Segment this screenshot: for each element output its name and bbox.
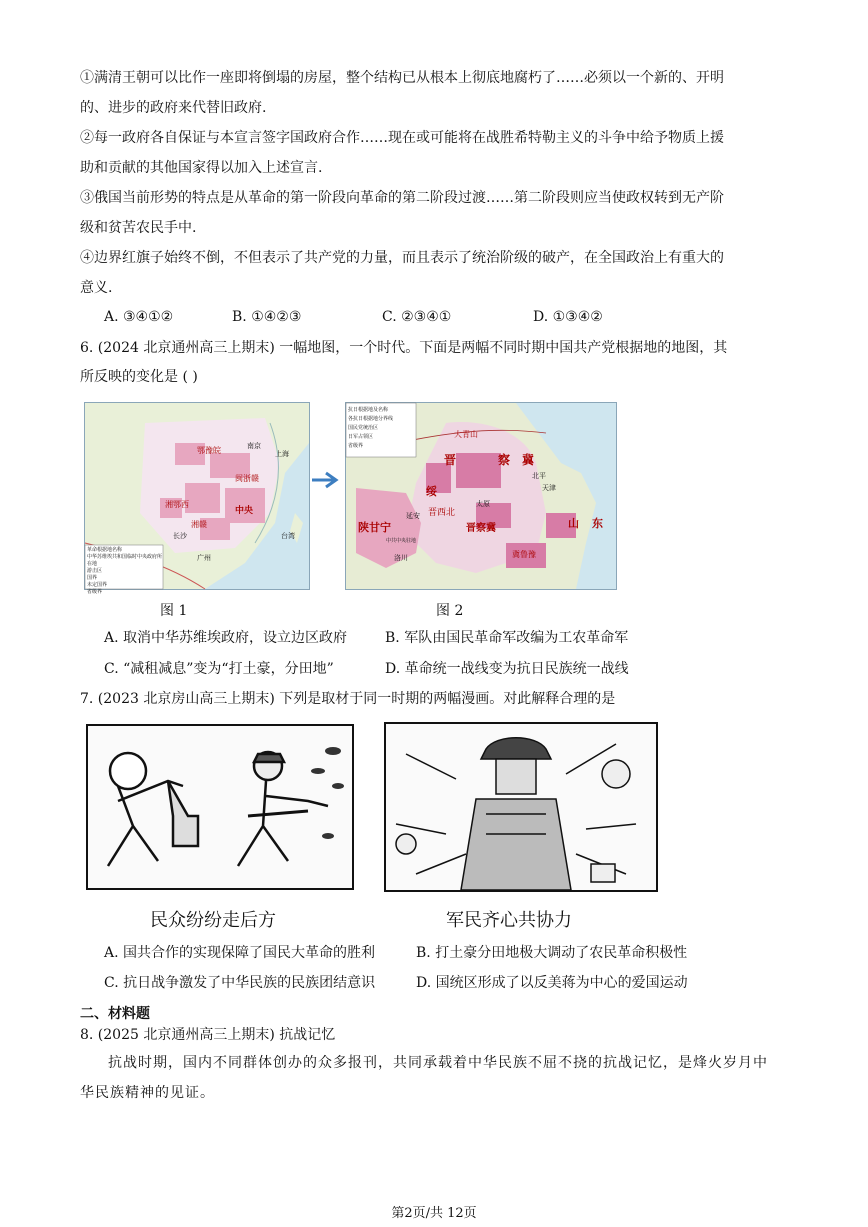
map2-label: 绥 (426, 485, 437, 498)
map2-label: 洛川 (394, 554, 408, 562)
q6-stem-line2: 所反映的变化是 ( ) (80, 369, 198, 385)
q6-option-a[interactable]: A. 取消中华苏维埃政府，设立边区政府 (104, 630, 348, 646)
map2-label: 太原 (476, 500, 490, 508)
caption-right: 军民齐心共协力 (446, 910, 572, 931)
map1-legend: 革命根据地名称 中华苏维埃共和国临时中央政府所在地 游击区 国界 未定国界 省级界 (87, 547, 163, 595)
q6-option-c[interactable]: C. “减租减息”变为“打土豪，分田地” (104, 661, 334, 677)
map1-label: 上海 (275, 450, 289, 458)
map2-label: 晋察冀 (466, 523, 496, 534)
q8-paragraph-line2: 华民族精神的见证。 (80, 1085, 215, 1101)
q6-stem-line1: 6. (2024 北京通州高三上期末) 一幅地图，一个时代。下面是两幅不同时期中国共产党根据地的地图，其 (80, 340, 728, 356)
map1-label: 南京 (247, 442, 261, 450)
q5-option-c[interactable]: C. ②③④① (382, 309, 452, 325)
map1-label: 广州 (197, 554, 211, 562)
map2-label: 中共中央驻地 (386, 538, 417, 544)
map2-label: 晋西北 (428, 508, 456, 518)
q7-option-a[interactable]: A. 国共合作的实现保障了国民大革命的胜利 (104, 945, 376, 961)
map2-label: 北平 (532, 472, 546, 480)
page-footer: 第2页/共 12页 (391, 1206, 477, 1221)
cartoon-right (384, 722, 658, 892)
figure-2-label: 图 2 (436, 603, 464, 619)
q5-option-d[interactable]: D. ①③④② (533, 309, 603, 325)
map1-label: 台湾 (281, 532, 295, 540)
map-figure-2 (345, 402, 617, 590)
q6-option-b[interactable]: B. 军队由国民革命军改编为工农革命军 (385, 630, 629, 646)
q5-item-3a: ③俄国当前形势的特点是从革命的第一阶段向革命的第二阶段过渡……第二阶段则应当使政权转到无产阶 (80, 190, 724, 206)
map2-label: 山 (568, 517, 579, 530)
map2-label: 大青山 (454, 430, 478, 439)
map2-label: 冀 (522, 453, 535, 467)
q7-option-b[interactable]: B. 打土豪分田地极大调动了农民革命积极性 (416, 945, 688, 961)
q5-item-1b: 的、进步的政府来代替旧政府. (80, 100, 267, 116)
map2-label: 察 (498, 453, 511, 467)
map1-label: 闽浙赣 (235, 474, 259, 483)
map2-label: 晋 (444, 453, 457, 467)
map1-label: 中央 (235, 506, 254, 516)
arrow-right-icon (312, 470, 342, 490)
q5-item-2a: ②每一政府各自保证与本宣言签字国政府合作……现在或可能将在战胜希特勒主义的斗争中给予物质上援 (80, 130, 724, 146)
q7-stem: 7. (2023 北京房山高三上期末) 下列是取材于同一时期的两幅漫画。对此解释合理的是 (80, 691, 616, 707)
caption-left: 民众纷纷走后方 (150, 910, 276, 931)
map2-label: 陕甘宁 (358, 521, 391, 534)
q8-paragraph-line1: 抗战时期，国内不同群体创办的众多报刊，共同承载着中华民族不屈不挠的抗战记忆，是烽火岁月中 (108, 1055, 768, 1071)
q5-item-3b: 级和贫苦农民手中. (80, 220, 197, 236)
map1-label: 湘鄂西 (165, 500, 189, 509)
map2-label: 东 (592, 517, 603, 530)
map1-label: 湘赣 (191, 520, 207, 529)
section-title: 二、材料题 (80, 1006, 150, 1022)
q8-stem: 8. (2025 北京通州高三上期末) 抗战记忆 (80, 1027, 336, 1043)
q5-option-b[interactable]: B. ①④②③ (232, 309, 302, 325)
figure-1-label: 图 1 (160, 603, 188, 619)
map-figure-1 (84, 402, 310, 595)
cartoon-left (86, 724, 354, 890)
q5-item-2b: 助和贡献的其他国家得以加入上述宣言. (80, 160, 323, 176)
map1-label: 长沙 (173, 532, 187, 540)
q7-option-d[interactable]: D. 国统区形成了以反美蒋为中心的爱国运动 (416, 975, 688, 991)
q5-item-1a: ①满清王朝可以比作一座即将倒塌的房屋，整个结构已从根本上彻底地腐朽了……必须以一个新的、开明 (80, 70, 724, 86)
q6-option-d[interactable]: D. 革命统一战线变为抗日民族统一战线 (385, 661, 629, 677)
map2-label: 延安 (406, 512, 420, 520)
map2-legend: 抗日根据地及名称 各抗日根据地分界线 国民党统治区 日军占领区 省级界 (348, 407, 394, 449)
q7-option-c[interactable]: C. 抗日战争激发了中华民族的民族团结意识 (104, 975, 376, 991)
map2-label: 天津 (542, 484, 556, 492)
q5-item-4a: ④边界红旗子始终不倒，不但表示了共产党的力量，而且表示了统治阶级的破产，在全国政治上有重大的 (80, 250, 724, 266)
map1-label: 鄂豫皖 (197, 446, 221, 455)
q5-option-a[interactable]: A. ③④①② (104, 309, 174, 325)
q5-item-4b: 意义. (80, 280, 113, 296)
map2-label: 冀鲁豫 (512, 550, 536, 559)
